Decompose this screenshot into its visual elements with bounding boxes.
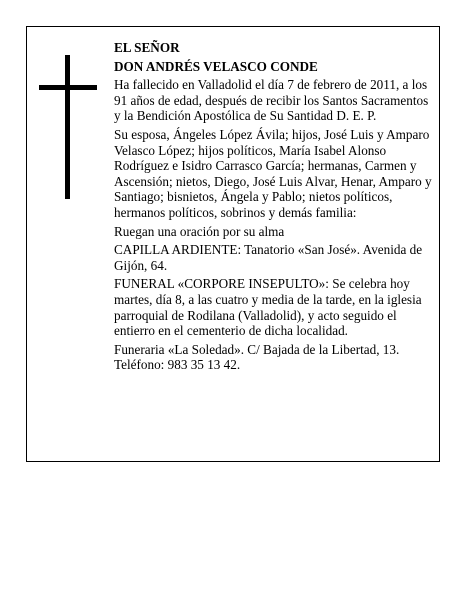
cross-vertical-bar	[65, 55, 70, 199]
deceased-name: DON ANDRÉS VELASCO CONDE	[114, 58, 318, 74]
chapel-info: CAPILLA ARDIENTE: Tanatorio «San José». Avenida de Gijón, 64.	[114, 242, 423, 273]
funeral-home-info: Funeraria «La Soledad». C/ Bajada de la Libertad, 13. Teléfono: 983 35 13 42.	[114, 341, 400, 373]
prayer-request: Ruegan una oración por su alma	[114, 223, 285, 239]
cross-horizontal-bar	[39, 85, 97, 90]
cross-icon	[39, 55, 97, 199]
family-list: Su esposa, Ángeles López Ávila; hijos, José Luis y Amparo Velasco López; hijos políticos, María Isabel Alonso Rodríguez e Isidro Carrasco García; hermanas, Carmen y Ascensión; nietos, Diego, José Luis Alvar, Henar, Amparo y Santiago; bisnietos, Ángela y Pablo; nietos políticos, hermanos políticos, sobrinos y demás familia:	[114, 126, 432, 220]
notice-title: EL SEÑOR	[114, 40, 180, 55]
obituary-notice	[26, 26, 440, 462]
death-statement: Ha fallecido en Valladolid el día 7 de febrero de 2011, a los 91 años de edad, después de recibir los Santos Sacramentos y la Bendición Apostólica de Su Santidad D. E. P.	[114, 77, 429, 124]
funeral-info: FUNERAL «CORPORE INSEPULTO»: Se celebra hoy martes, día 8, a las cuatro y media de la tarde, en la iglesia parroquial de Rodilana (Valladolid), y acto seguido el entierro en el cementerio de dicha localidad.	[114, 276, 422, 339]
obituary-text	[114, 40, 432, 376]
